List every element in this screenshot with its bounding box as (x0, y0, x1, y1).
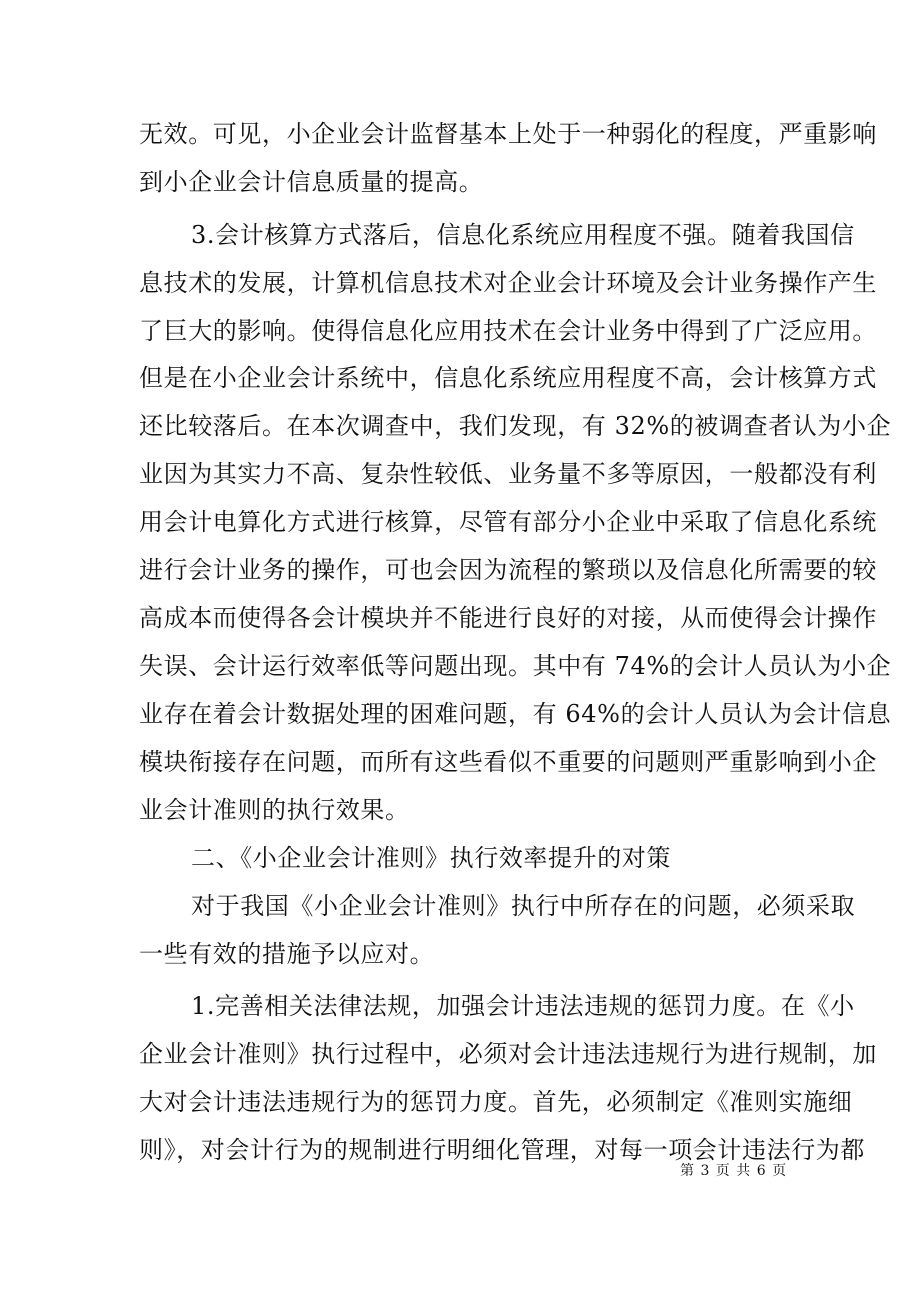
text-line: 失误、会计运行效率低等问题出现。其中有 74%的会计人员认为小企 (139, 652, 892, 680)
text-line: 3.会计核算方式落后，信息化系统应用程度不强。随着我国信 (191, 221, 855, 249)
text-line: 息技术的发展，计算机信息技术对企业会计环境及会计业务操作产生 (139, 269, 877, 297)
text-line: 用会计电算化方式进行核算，尽管有部分小企业中采取了信息化系统 (139, 508, 877, 536)
text-line: 一些有效的措施予以应对。 (139, 940, 435, 968)
text-line: 企业会计准则》执行过程中，必须对会计违法违规行为进行规制，加 (139, 1040, 877, 1068)
text-line: 还比较落后。在本次调查中，我们发现，有 32%的被调查者认为小企 (139, 412, 892, 440)
text-line: 对于我国《小企业会计准则》执行中所存在的问题，必须采取 (191, 892, 856, 920)
text-line: 1.完善相关法律法规，加强会计违法违规的惩罚力度。在《小 (191, 992, 855, 1020)
text-line: 业会计准则的执行效果。 (139, 796, 410, 824)
text-line: 高成本而使得各会计模块并不能进行良好的对接，从而使得会计操作 (139, 604, 877, 632)
text-line: 无效。可见，小企业会计监督基本上处于一种弱化的程度，严重影响 (139, 120, 877, 148)
text-line: 了巨大的影响。使得信息化应用技术在会计业务中得到了广泛应用。 (139, 317, 877, 345)
text-line: 业因为其实力不高、复杂性较低、业务量不多等原因，一般都没有利 (139, 460, 877, 488)
text-line: 模块衔接存在问题，而所有这些看似不重要的问题则严重影响到小企 (139, 748, 877, 776)
section-heading: 二、《小企业会计准则》执行效率提升的对策 (191, 844, 671, 872)
text-line: 业存在着会计数据处理的困难问题，有 64%的会计人员认为会计信息 (139, 700, 892, 728)
text-line: 大对会计违法违规行为的惩罚力度。首先，必须制定《准则实施细 (139, 1088, 853, 1116)
text-line: 到小企业会计信息质量的提高。 (139, 168, 484, 196)
text-line: 则》，对会计行为的规制进行明细化管理，对每一项会计违法行为都 (139, 1136, 865, 1164)
page-number-footer: 第 3 页 共 6 页 (680, 1163, 788, 1179)
text-line: 但是在小企业会计系统中，信息化系统应用程度不高，会计核算方式 (139, 364, 877, 392)
text-line: 进行会计业务的操作，可也会因为流程的繁琐以及信息化所需要的较 (139, 556, 877, 584)
